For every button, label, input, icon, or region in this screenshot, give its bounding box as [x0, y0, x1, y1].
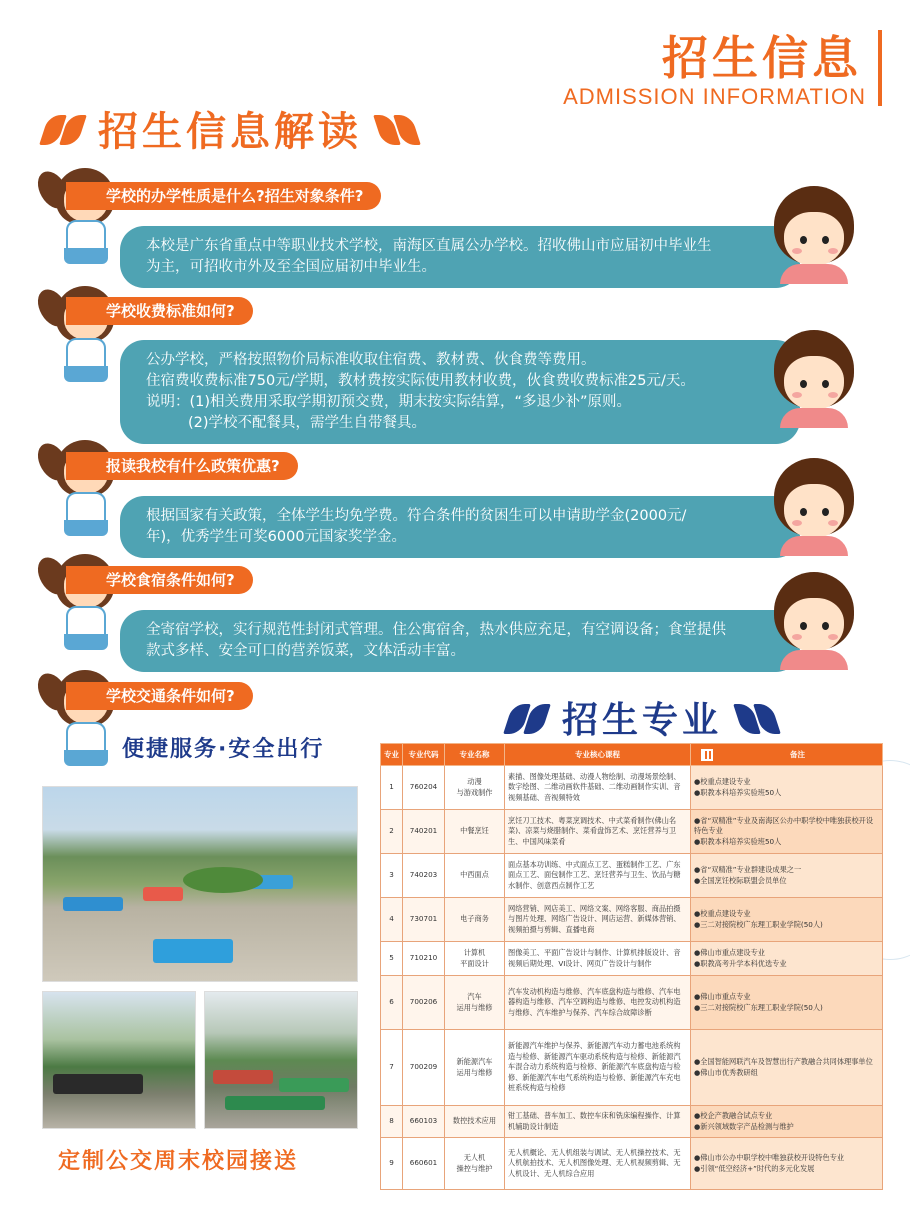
major-note-line: ●新兴领域数字产品检测与维护 — [694, 1121, 794, 1131]
answer-box — [120, 496, 800, 558]
major-note-line: ●职教本科培养实验班50人 — [694, 787, 782, 797]
major-note-line: ●佛山市优秀教研组 — [694, 1067, 758, 1077]
major-number-cell: 1 — [381, 766, 403, 810]
major-number-cell: 7 — [381, 1030, 403, 1106]
major-name-cell: 汽车 运用与维修 — [445, 976, 505, 1030]
table-row — [381, 1030, 883, 1106]
major-note-line: ●校重点建设专业 — [694, 777, 751, 786]
girl-avatar-icon — [40, 546, 120, 656]
major-note-line: ●校企产教融合试点专业 — [694, 1111, 773, 1120]
answer-box — [120, 340, 800, 444]
question-pill: 学校食宿条件如何? — [66, 566, 253, 594]
open-quote-icon — [502, 698, 552, 738]
answer-line: (2)学校不配餐具，需学生自带餐具。 — [188, 415, 427, 431]
answer-line: 为主，可招收市外及至全国应届初中毕业生。 — [146, 259, 436, 275]
major-code-cell: 710210 — [403, 942, 445, 976]
column-header — [691, 744, 883, 766]
table-row — [381, 898, 883, 942]
major-note-line: ●全国智能网联汽车及智慧出行产教融合共同体理事单位 — [694, 1057, 873, 1066]
major-note-line: ●全国烹饪校际联盟会员单位 — [694, 875, 787, 885]
major-courses-cell: 新能源汽车维护与保养、新能源汽车动力蓄电池系统构造与检修、新能源汽车驱动系统构造与检修、新能源汽车混合动力系统构造与检修、新能源汽车底盘构造与检修、新能源汽车电气系统构造与检修、新能源汽车充电桩系统构造与检修 — [505, 1030, 691, 1106]
answer-line: 年)，优秀学生可奖6000元国家奖学金。 — [146, 529, 407, 545]
major-number-cell: 4 — [381, 898, 403, 942]
major-number-cell: 5 — [381, 942, 403, 976]
major-notes-cell — [691, 1030, 883, 1106]
major-note-line: ●省“双精准”专业及南海区公办中职学校中唯独获校开设特色专业 — [694, 815, 874, 836]
girl-avatar-icon — [40, 432, 120, 542]
girl-avatar-icon — [40, 662, 120, 772]
notes-header-label: 备注 — [790, 749, 805, 759]
interpretation-heading-text: 招生信息解读 — [98, 109, 362, 155]
major-note-line: ●省“双精准”专业群建设成果之一 — [694, 865, 802, 874]
answer-line: 款式多样、安全可口的营养饭菜，文体活动丰富。 — [146, 643, 465, 659]
major-courses-cell: 图像美工、平面广告设计与制作、计算机排版设计、音视频后期处理、VI设计、网页广告设计与制作 — [505, 942, 691, 976]
question-pill: 报读我校有什么政策优惠? — [66, 452, 298, 480]
major-name-cell: 数控技术应用 — [445, 1106, 505, 1138]
major-code-cell: 730701 — [403, 898, 445, 942]
major-notes-cell — [691, 1106, 883, 1138]
major-notes-cell — [691, 942, 883, 976]
major-note-line: ●职教高考升学本科优选专业 — [694, 958, 787, 968]
answer-line: 说明：(1)相关费用采取学期初预交费，期末按实际结算，“多退少补”原则。 — [146, 394, 632, 410]
major-notes-cell — [691, 810, 883, 854]
major-courses-cell: 烹饪刀工技术、粤菜烹调技术、中式菜肴制作(佛山名菜)、凉菜与烧腊制作、菜肴盘饰艺术、烹饪营养与卫生、中国风味菜肴 — [505, 810, 691, 854]
girl-avatar-icon — [40, 160, 120, 270]
major-name-cell: 电子商务 — [445, 898, 505, 942]
student-avatar-icon — [770, 458, 860, 558]
major-code-cell: 740201 — [403, 810, 445, 854]
header-title: 招生信息 — [662, 31, 862, 85]
close-quote-icon — [372, 109, 422, 149]
close-quote-icon — [732, 698, 782, 738]
major-code-cell: 760204 — [403, 766, 445, 810]
major-courses-cell: 素描、图像处理基础、动漫人物绘制、动漫场景绘制、数字绘图、二维动画软件基础、二维动画制作实训、音视频基础、音视频特效 — [505, 766, 691, 810]
major-notes-cell — [691, 1138, 883, 1190]
answer-line: 根据国家有关政策，全体学生均免学费。符合条件的贫困生可以申请助学金(2000元/ — [146, 508, 687, 524]
major-code-cell: 700206 — [403, 976, 445, 1030]
answer-line: 全寄宿学校，实行规范性封闭式管理。住公寓宿舍，热水供应充足，有空调设备；食堂提供 — [146, 622, 726, 638]
table-header-row — [381, 744, 883, 766]
major-note-line: ●引领“低空经济+”时代的多元化发展 — [694, 1163, 815, 1173]
table-row — [381, 766, 883, 810]
student-avatar-icon — [770, 186, 860, 286]
answer-box — [120, 226, 800, 288]
column-header: 专业 — [381, 744, 403, 766]
major-number-cell: 2 — [381, 810, 403, 854]
major-number-cell: 8 — [381, 1106, 403, 1138]
major-courses-cell: 汽车发动机构造与维修、汽车底盘构造与维修、汽车电器构造与维修、汽车空调构造与维修、电控发动机构造与维修、汽车维护与保养、汽车综合故障诊断 — [505, 976, 691, 1030]
column-header: 专业名称 — [445, 744, 505, 766]
major-name-cell: 无人机 操控与维护 — [445, 1138, 505, 1190]
campus-bus-photo — [42, 786, 358, 982]
major-code-cell: 740203 — [403, 854, 445, 898]
major-note-line: ●职教本科培养实验班50人 — [694, 836, 782, 846]
table-row — [381, 1106, 883, 1138]
table-row — [381, 942, 883, 976]
major-note-line: ●佛山市重点专业 — [694, 992, 751, 1001]
major-courses-cell: 网络营销、网店美工、网络文案、网络客服、商品拍摄与图片处理、网络广告设计、网店运营、新媒体营销、视频拍摄与剪辑、直播电商 — [505, 898, 691, 942]
column-header: 专业代码 — [403, 744, 445, 766]
interpretation-heading — [38, 100, 422, 157]
major-code-cell: 660601 — [403, 1138, 445, 1190]
major-name-cell: 动漫 与游戏制作 — [445, 766, 505, 810]
major-notes-cell — [691, 898, 883, 942]
major-note-line: ●三二对接院校广东理工职业学院(50人) — [694, 919, 823, 929]
header-divider — [878, 30, 882, 106]
major-name-cell: 中餐烹饪 — [445, 810, 505, 854]
major-code-cell: 660103 — [403, 1106, 445, 1138]
major-name-cell: 计算机 平面设计 — [445, 942, 505, 976]
column-header: 专业核心课程 — [505, 744, 691, 766]
header-subtitle: ADMISSION INFORMATION — [563, 84, 866, 109]
major-note-line: ●佛山市公办中职学校中唯独获校开设特色专业 — [694, 1153, 845, 1162]
majors-heading — [502, 692, 782, 743]
majors-heading-text: 招生专业 — [562, 700, 723, 741]
major-number-cell: 3 — [381, 854, 403, 898]
major-courses-cell: 钳工基础、普车加工、数控车床和铣床编程操作、计算机辅助设计制造 — [505, 1106, 691, 1138]
majors-table — [380, 743, 883, 1190]
major-notes-cell — [691, 976, 883, 1030]
question-pill: 学校收费标准如何? — [66, 297, 253, 325]
question-pill: 学校的办学性质是什么?招生对象条件? — [66, 182, 381, 210]
major-number-cell: 9 — [381, 1138, 403, 1190]
major-notes-cell — [691, 854, 883, 898]
qr-code-icon — [701, 749, 713, 761]
student-avatar-icon — [770, 330, 860, 430]
question-pill: 学校交通条件如何? — [66, 682, 253, 710]
answer-box — [120, 610, 800, 672]
major-courses-cell: 面点基本功训练、中式面点工艺、蛋糕制作工艺、广东面点工艺、面包制作工艺、烹饪营养与卫生、饮品与糖水制作、创意西点制作工艺 — [505, 854, 691, 898]
transport-caption: 定制公交周末校园接送 — [58, 1149, 299, 1174]
table-row — [381, 810, 883, 854]
open-quote-icon — [38, 109, 88, 149]
major-name-cell: 新能源汽车 运用与维修 — [445, 1030, 505, 1106]
students-boarding-photo — [42, 991, 196, 1129]
major-note-line: ●佛山市重点建设专业 — [694, 948, 765, 957]
major-courses-cell: 无人机概论、无人机组装与调试、无人机操控技术、无人机航拍技术、无人机图像处理、无人机视频剪辑、无人机设计、无人机综合应用 — [505, 1138, 691, 1190]
table-row — [381, 976, 883, 1030]
transport-slogan: 便捷服务·安全出行 — [122, 737, 325, 762]
answer-line: 本校是广东省重点中等职业技术学校，南海区直属公办学校。招收佛山市应届初中毕业生 — [146, 238, 712, 254]
bus-parking-photo — [204, 991, 358, 1129]
girl-avatar-icon — [40, 278, 120, 388]
table-row — [381, 1138, 883, 1190]
student-avatar-icon — [770, 572, 860, 672]
answer-line: 住宿费收费标准750元/学期，教材费按实际使用教材收费，伙食费收费标准25元/天。 — [146, 373, 695, 389]
table-row — [381, 854, 883, 898]
answer-line: 公办学校，严格按照物价局标准收取住宿费、教材费、伙食费等费用。 — [146, 352, 596, 368]
major-note-line: ●三二对接院校广东理工职业学院(50人) — [694, 1002, 823, 1012]
major-number-cell: 6 — [381, 976, 403, 1030]
major-notes-cell — [691, 766, 883, 810]
major-name-cell: 中西面点 — [445, 854, 505, 898]
major-note-line: ●校重点建设专业 — [694, 909, 751, 918]
major-code-cell: 700209 — [403, 1030, 445, 1106]
